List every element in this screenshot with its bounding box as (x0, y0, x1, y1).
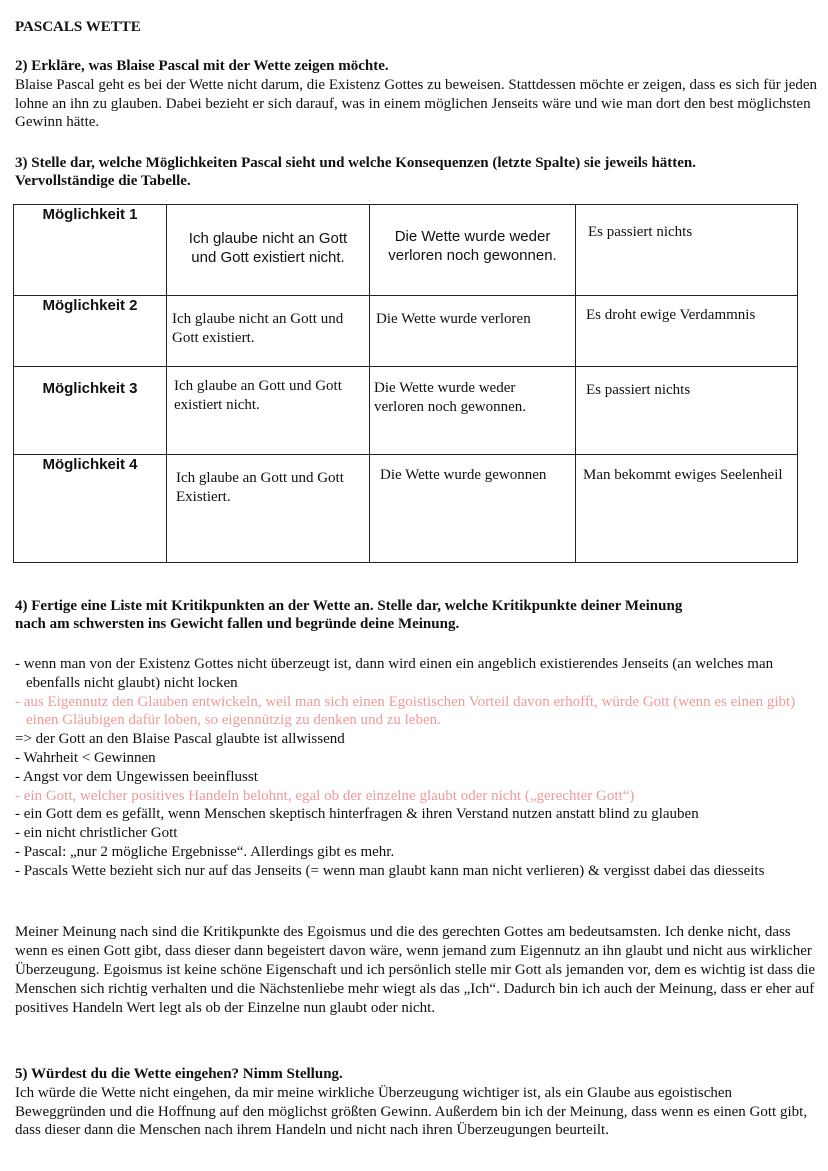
row-label: Möglichkeit 1 (14, 205, 167, 296)
list-item: => der Gott an den Blaise Pascal glaubte ist allwissend (15, 731, 345, 748)
question-4-heading (15, 597, 682, 633)
row-label: Möglichkeit 4 (14, 455, 167, 563)
list-item: - ein nicht christlicher Gott (15, 825, 178, 842)
list-item: - wenn man von der Existenz Gottes nicht überzeugt ist, dann wird einen ein angeblich existierendes Jenseits (an welches man ebenfalls nicht glaubt) nicht locken (15, 656, 774, 691)
opinion-paragraph: Meiner Meinung nach sind die Kritikpunkte des Egoismus und die des gerechten Gottes am bedeutsamsten. Ich denke nicht, dass wenn es einen Gott gibt, dass dieser dann begeistert davon wäre, wenn jemand zum Eigennutz an ihn glaubt und nicht aus wirklicher Überzeugung. Egoismus ist keine schöne Eigenschaft und ich persönlich stelle mir Gott als jemanden vor, dem es wichtig ist dass die Menschen sich richtig verhalten und die Nächstenliebe mehr wiegt als das „Ich“. Dadurch bin ich auch der Meinung, dass er eher auf positives Handeln Wert legt als ob der Einzelne nun glaubt oder nicht. (15, 924, 816, 1016)
bet-result-cell: Die Wette wurde verloren (370, 296, 576, 367)
question-3-heading-line2: Vervollständige die Tabelle. (15, 173, 191, 189)
list-item-highlighted: - ein Gott, welcher positives Handeln belohnt, egal ob der einzelne glaubt oder nicht („gerechter Gott“) (15, 787, 635, 804)
bet-result-cell: Die Wette wurde weder verloren noch gewonnen. (370, 205, 576, 296)
row-label: Möglichkeit 3 (14, 367, 167, 455)
question-3-heading-line1: 3) Stelle dar, welche Möglichkeiten Pascal sieht und welche Konsequenzen (letzte Spalte) sie jeweils hätten. (15, 155, 697, 171)
list-item: - Angst vor dem Ungewissen beeinflusst (15, 768, 258, 785)
question-5-answer: Ich würde die Wette nicht eingehen, da mir meine wirkliche Überzeugung wichtiger ist, als ein Glaube aus egoistischen Beweggründen und die Hoffnung auf den möglichst größten Gewinn. Außerdem bin ich der Meinung, dass wenn es einen Gott gibt, dass dieser dann die Menschen nach ihrem Handeln und nicht nach ihren Überzeugungen beurteilt. (15, 1085, 808, 1139)
table-row (14, 205, 798, 296)
list-item: - Wahrheit < Gewinnen (15, 749, 156, 766)
document-title: PASCALS WETTE (15, 19, 141, 35)
criticism-list (15, 655, 825, 881)
table-row (14, 455, 798, 563)
question-4-heading-line1: 4) Fertige eine Liste mit Kritikpunkten an der Wette an. Stelle dar, welche Kritikpunkte deiner Meinung (15, 598, 683, 614)
question-3-heading (15, 154, 696, 190)
table-row (14, 367, 798, 455)
consequence-cell: Es passiert nichts (576, 367, 798, 455)
list-item: - ein Gott dem es gefällt, wenn Menschen skeptisch hinterfragen & ihren Verstand nutzen anstatt blind zu glauben (15, 806, 699, 823)
possibilities-table (13, 204, 798, 563)
bet-result-cell: Die Wette wurde gewonnen (370, 455, 576, 563)
belief-cell: Ich glaube nicht an Gott und Gott existiert. (167, 296, 370, 367)
bet-result-cell: Die Wette wurde weder verloren noch gewonnen. (370, 367, 576, 455)
consequence-cell: Es passiert nichts (576, 205, 798, 296)
row-label: Möglichkeit 2 (14, 296, 167, 367)
question-5-heading: 5) Würdest du die Wette eingehen? Nimm Stellung. (15, 1066, 343, 1082)
list-item: - Pascals Wette bezieht sich nur auf das Jenseits (= wenn man glaubt kann man nicht verlieren) & vergisst dabei das diesseits (15, 862, 765, 879)
list-item: - Pascal: „nur 2 mögliche Ergebnisse“. Allerdings gibt es mehr. (15, 843, 395, 860)
consequence-cell: Man bekommt ewiges Seelenheil (576, 455, 798, 563)
belief-cell: Ich glaube an Gott und Gott Existiert. (167, 455, 370, 563)
belief-cell: Ich glaube an Gott und Gott existiert nicht. (167, 367, 370, 455)
consequence-cell: Es droht ewige Verdammnis (576, 296, 798, 367)
table-row (14, 296, 798, 367)
question-2-answer: Blaise Pascal geht es bei der Wette nicht darum, die Existenz Gottes zu beweisen. Stattdessen möchte er zeigen, dass es sich für jeden lohne an ihn zu glauben. Dabei bezieht er sich darauf, was in einem möglichen Jenseits wäre und wie man dort den best möglichsten Gewinn hätte. (15, 77, 818, 131)
belief-cell: Ich glaube nicht an Gott und Gott existiert nicht. (167, 205, 370, 296)
question-4-heading-line2: nach am schwersten ins Gewicht fallen und begründe deine Meinung. (15, 616, 460, 632)
list-item-highlighted: - aus Eigennutz den Glauben entwickeln, weil man sich einen Egoistischen Vorteil davon erhofft, würde Gott (wenn es einen gibt) einen Gläubigen dafür loben, so eigennützig zu denken und zu leben. (15, 693, 796, 729)
question-2-heading: 2) Erkläre, was Blaise Pascal mit der Wette zeigen möchte. (15, 58, 389, 74)
